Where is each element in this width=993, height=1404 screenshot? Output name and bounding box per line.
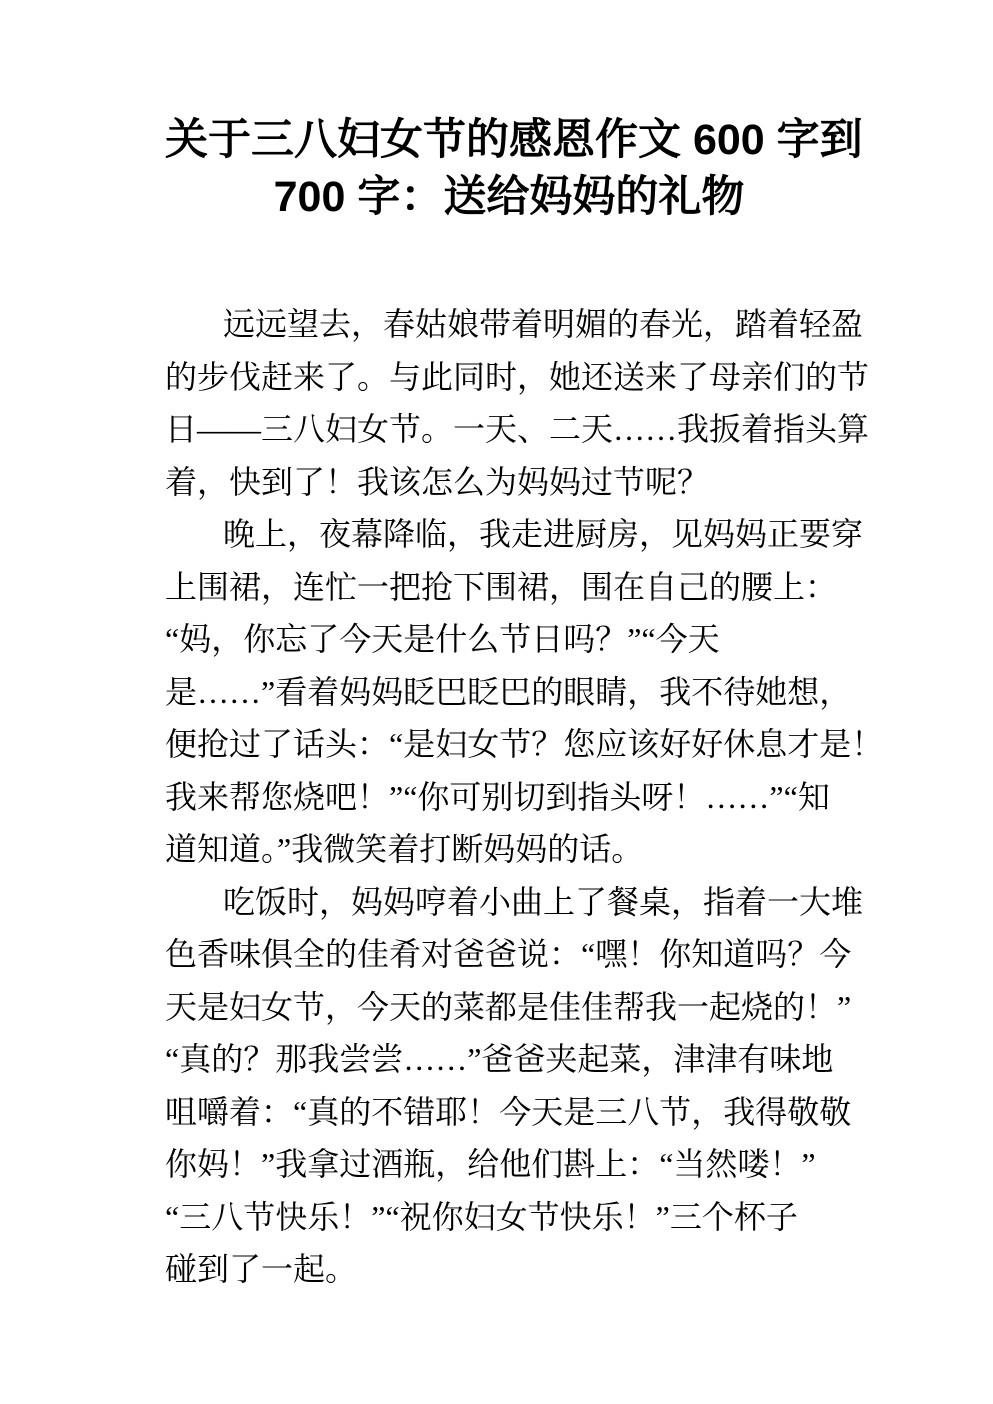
text-line: 碰到了一起。 xyxy=(165,1251,358,1287)
paragraph-2 xyxy=(165,508,884,876)
text-line: 天是妇女节，今天的菜都是佳佳帮我一起烧的！” xyxy=(165,988,852,1025)
text-line: 日——三八妇女节。一天、二天……我扳着指头算 xyxy=(165,411,870,447)
text-line: 远远望去，春姑娘带着明媚的春光，踏着轻盈 xyxy=(223,306,864,342)
text-line: 道知道。”我微笑着打断妈妈的话。 xyxy=(165,831,644,867)
text-line: “三八节快乐！”“祝你妇女节快乐！”三个杯子 xyxy=(165,1198,798,1235)
text-line: “真的？那我尝尝……”爸爸夹起菜，津津有味地 xyxy=(165,1041,834,1077)
paragraph-3 xyxy=(165,876,864,1296)
text-line: 晚上，夜幕降临，我走进厨房，见妈妈正要穿 xyxy=(223,516,864,552)
text-line: 咀嚼着：“真的不错耶！今天是三八节，我得敬敬 xyxy=(165,1093,852,1130)
text-line: 吃饭时，妈妈哼着小曲上了餐桌，指着一大堆 xyxy=(223,883,864,920)
text-line: 的步伐赶来了。与此同时，她还送来了母亲们的节 xyxy=(165,358,870,395)
text-line: 色香味俱全的佳肴对爸爸说：“嘿！你知道吗？今 xyxy=(165,936,852,972)
text-line: 上围裙，连忙一把抢下围裙，围在自己的腰上： xyxy=(165,568,838,605)
title-line-2: 700 字：送给妈妈的礼物 xyxy=(273,173,745,221)
text-line: 是……”看着妈妈眨巴眨巴的眼睛，我不待她想， xyxy=(165,673,852,710)
text-line: 我来帮您烧吧！”“你可别切到指头呀！……”“知 xyxy=(165,778,830,815)
text-line: 着，快到了！我该怎么为妈妈过节呢？ xyxy=(165,463,710,500)
text-line: 你妈！”我拿过酒瓶，给他们斟上：“当然喽！” xyxy=(165,1146,816,1182)
text-line: “妈，你忘了今天是什么节日吗？”“今天 xyxy=(165,621,720,657)
paragraph-1 xyxy=(165,298,870,508)
document-body xyxy=(165,298,884,1296)
document-title xyxy=(165,112,863,226)
title-line-1: 关于三八妇女节的感恩作文 600 字到 xyxy=(165,116,863,164)
text-line: 便抢过了话头：“是妇女节？您应该好好休息才是！ xyxy=(165,726,884,762)
